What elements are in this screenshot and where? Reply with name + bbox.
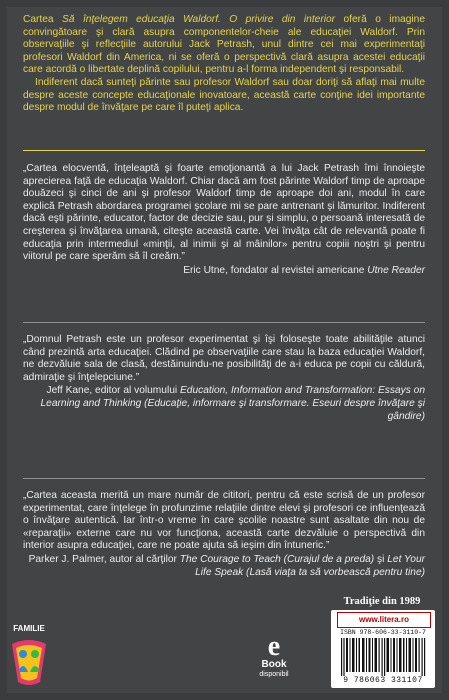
- quote-attribution: Parker J. Palmer, autor al cărţilor The Courage to Teach (Curajul de a preda) şi Let Your Life Speak (Lasă viaţa ta să vorbească pentru tine): [28, 553, 425, 578]
- familie-label: FAMILIE: [13, 624, 45, 633]
- ebook-label: Book: [261, 659, 287, 670]
- ebook-badge: [252, 631, 296, 690]
- quote-attribution: Eric Utne, fondator al revistei americane Utne Reader: [183, 264, 425, 276]
- barcode-icon: [341, 638, 427, 676]
- intro-paragraph-2: Indiferent dacă sunteţi părinte sau profesor Waldorf sau doar doriţi să aflaţi mai multe despre aceste concepte educaţionale inovatoare, această carte conţine idei importante despre modul de învăţare pe care îl puteţi aplica.: [23, 76, 425, 114]
- quote-kane: [23, 334, 425, 423]
- quote-palmer: [23, 490, 425, 579]
- yellow-divider: [23, 150, 425, 151]
- publisher-site: www.litera.ro: [337, 612, 431, 628]
- divider: [23, 478, 425, 479]
- barcode-digits: 9 786063 331107: [343, 676, 423, 685]
- familie-logo: [6, 624, 52, 686]
- ebook-icon: e: [267, 631, 281, 662]
- isbn: ISBN 978-606-33-3110-7: [340, 629, 426, 636]
- intro-text: Cartea: [23, 14, 63, 25]
- book-title: Să înţelegem educaţia Waldorf. O privire din interior: [62, 14, 336, 25]
- barcode-panel: [331, 610, 435, 688]
- quote-text: „Domnul Petrash este un profesor experimentat şi îşi foloseşte toate abilităţile atunci când prezintă arta educaţiei. Clădind pe observaţiile care stau la baza educaţiei Waldorf, ne dezvăluie sala de clasă, destăinuindu-ne posibilităţi de a-i educa pe copii cu căldură, admiraţie şi înţelepciune.”: [23, 334, 425, 383]
- tradition-label: Tradiţie din 1989: [343, 596, 421, 607]
- quote-text: „Cartea aceasta merită un mare număr de cititori, pentru că este scrisă de un profesor experimentat, care înţelege în profunzime relaţiile dintre elevi şi profesori ce influenţează o învăţare autentică. Iar într-o vreme în care şcolile noastre sunt asaltate din nou de «reparaţii» externe care nu vor funcţiona, această carte dezvăluie o perspectivă din interior asupra educaţiei, care ne poate ajuta să ieşim din întuneric.”: [23, 490, 425, 552]
- quote-attribution: Jeff Kane, editor al volumului Education, Information and Transformation: Essays on Learning and Thinking (Educaţie, informare şi transformare. Eseuri despre învăţare şi gândire): [40, 385, 425, 422]
- intro-paragraph-1: [23, 14, 425, 77]
- quote-utne: [23, 163, 425, 277]
- ebook-sub: disponibil: [259, 671, 289, 678]
- divider: [23, 322, 425, 323]
- intro-text: oferă o imagine convingătoare şi clară asupra componentelor-cheie ale educaţiei Waldorf. Prin observaţiile şi reflecţiile autorului Jack Petrash, unul dintre cei mai experimentaţi profesori Waldorf din America, ni se oferă o perspectivă clară asupra acestei educaţii care acordă o libertate deplină copilului, pentru a-l forma independent şi responsabil.: [23, 14, 425, 76]
- quote-text: „Cartea elocventă, înţeleaptă şi foarte emoţionantă a lui Jack Petrash îmi înnoieşte aprecierea faţă de educaţia Waldorf. Chiar dacă am fost părinte Waldorf timp de aproape douăzeci şi cinci de ani şi profesor Waldorf timp de aproape doi ani, modul în care explică Petrash abordarea programei şcolare mi se pare antrenant şi lămuritor. Indiferent dacă eşti părinte, educator, factor de decizie sau, pur şi simplu, o persoană interesată de creşterea şi învăţarea umană, citeşte această carte. Vei învăţa cât de relevantă poate fi educaţia prin intermediul «minţii, al inimii şi al mâinilor» pentru copiii noştri şi pentru viitorul pe care sperăm să îl creăm.”: [23, 163, 425, 263]
- family-icon: [6, 632, 52, 688]
- intro-block: [23, 14, 425, 115]
